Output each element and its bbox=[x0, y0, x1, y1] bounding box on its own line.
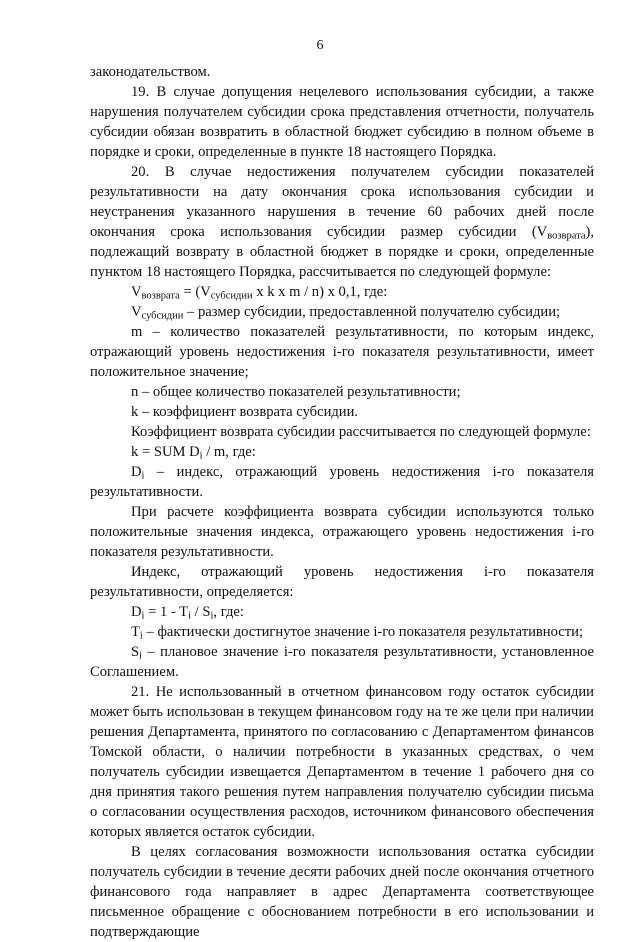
formula1-v: V bbox=[131, 284, 142, 300]
formula-index bbox=[90, 602, 594, 622]
paragraph-intro: законодательством. bbox=[90, 64, 211, 80]
page-number: 6 bbox=[316, 38, 324, 53]
definition-k: k – коэффициент возврата субсидии. bbox=[131, 404, 359, 420]
definition-s bbox=[90, 642, 594, 682]
paragraph-19: 19. В случае допущения нецелевого использования субсидии, а также нарушения получателем субсидии срока представления отчетности, получатель субсидии обязан возвратить в областной бюджет субсидию в полном объеме в порядке и сроки, определенные в пункте 18 настоящего Порядка. bbox=[90, 84, 594, 160]
formula-coefficient bbox=[90, 442, 594, 462]
formula2-before: k = SUM D bbox=[131, 444, 200, 460]
index-definition: Индекс, отражающий уровень недостижения i-го показателя результативности, определяется: bbox=[90, 564, 594, 600]
def-d-symbol: D bbox=[131, 464, 142, 480]
coefficient-intro: Коэффициент возврата субсидии рассчитывается по следующей формуле: bbox=[131, 424, 591, 440]
def-s-sub: i bbox=[139, 650, 143, 662]
definition-d bbox=[90, 462, 594, 502]
def-t-sub: i bbox=[139, 630, 143, 642]
def-d-text: – индекс, отражающий уровень недостижения i-го показателя результативности. bbox=[90, 464, 594, 500]
definition-t bbox=[90, 622, 594, 642]
def-t-text: – фактически достигнутое значение i-го показателя результативности; bbox=[142, 624, 583, 640]
formula1-mid: = (V bbox=[179, 284, 211, 300]
def-t-symbol: T bbox=[131, 624, 140, 640]
formula3-d: D bbox=[131, 604, 142, 620]
calculation-note: При расчете коэффициента возврата субсидии используются только положительные значения индекса, отражающего уровень недостижения i-го показателя результативности. bbox=[90, 504, 594, 560]
formula2-sub: i bbox=[199, 450, 203, 462]
def-s-text: – плановое значение i-го показателя результативности, установленное Соглашением. bbox=[90, 644, 594, 680]
formula3-sub3: i bbox=[210, 610, 214, 622]
formula2-after: / m, где: bbox=[202, 444, 256, 460]
definition-n: n – общее количество показателей результативности; bbox=[131, 384, 461, 400]
def-v-symbol: V bbox=[131, 304, 142, 320]
formula-return-amount bbox=[90, 282, 594, 302]
paragraph-20-text-before: 20. В случае недостижения получателем субсидии показателей результативности на дату окончания срока использования субсидии и неустранения указанного нарушения в течение 60 рабочих дней после окончания срока использования субсидии размер субсидии (V bbox=[90, 164, 594, 240]
formula3-mid: = 1 - T bbox=[144, 604, 189, 620]
formula3-tail: , где: bbox=[213, 604, 244, 620]
paragraph-20-subscript: возврата bbox=[547, 230, 586, 242]
document-body bbox=[90, 62, 594, 942]
formula3-sub1: i bbox=[141, 610, 145, 622]
def-s-symbol: S bbox=[131, 644, 140, 660]
formula3-sub2: i bbox=[188, 610, 192, 622]
paragraph-21: 21. Не использованный в отчетном финансовом году остаток субсидии может быть использован в текущем финансовом году на те же цели при наличии решения Департамента, принятого по согласованию с Департаментом финансов Томской области, о наличии потребности в указанных средствах, о чем получатель субсидии извещается Департаментом в течение 1 рабочего дня со дня принятия такого решения путем направления получателю субсидии письма о согласовании осуществления расходов, источником финансового обеспечения которых является остаток субсидии. bbox=[90, 684, 594, 840]
formula1-sub-return: возврата bbox=[141, 290, 180, 302]
definition-m: m – количество показателей результативности, по которым индекс, отражающий уровень недостижения i-го показателя результативности, имеет положительное значение; bbox=[90, 324, 594, 380]
formula3-slash: / S bbox=[191, 604, 211, 620]
formula1-tail: x k x m / n) x 0,1, где: bbox=[252, 284, 388, 300]
def-d-sub: i bbox=[141, 470, 145, 482]
paragraph-20 bbox=[90, 162, 594, 282]
formula1-sub-subsidy: субсидии bbox=[210, 290, 253, 302]
definition-v-subsidy bbox=[90, 302, 594, 322]
paragraph-last: В целях согласования возможности использования остатка субсидии получатель субсидии в течение десяти рабочих дней после окончания отчетного финансового года направляет в адрес Департамента соответствующее письменное обращение с обоснованием потребности в его использовании и подтверждающие bbox=[90, 844, 594, 940]
paragraph-20-text-after: ), подлежащий возврату в областной бюджет в порядке и сроки, определенные пунктом 18 настоящего Порядка, рассчитывается по следующей формуле: bbox=[90, 224, 594, 280]
def-v-text: – размер субсидии, предоставленной получателю субсидии; bbox=[183, 304, 561, 320]
def-v-sub: субсидии bbox=[141, 310, 184, 322]
